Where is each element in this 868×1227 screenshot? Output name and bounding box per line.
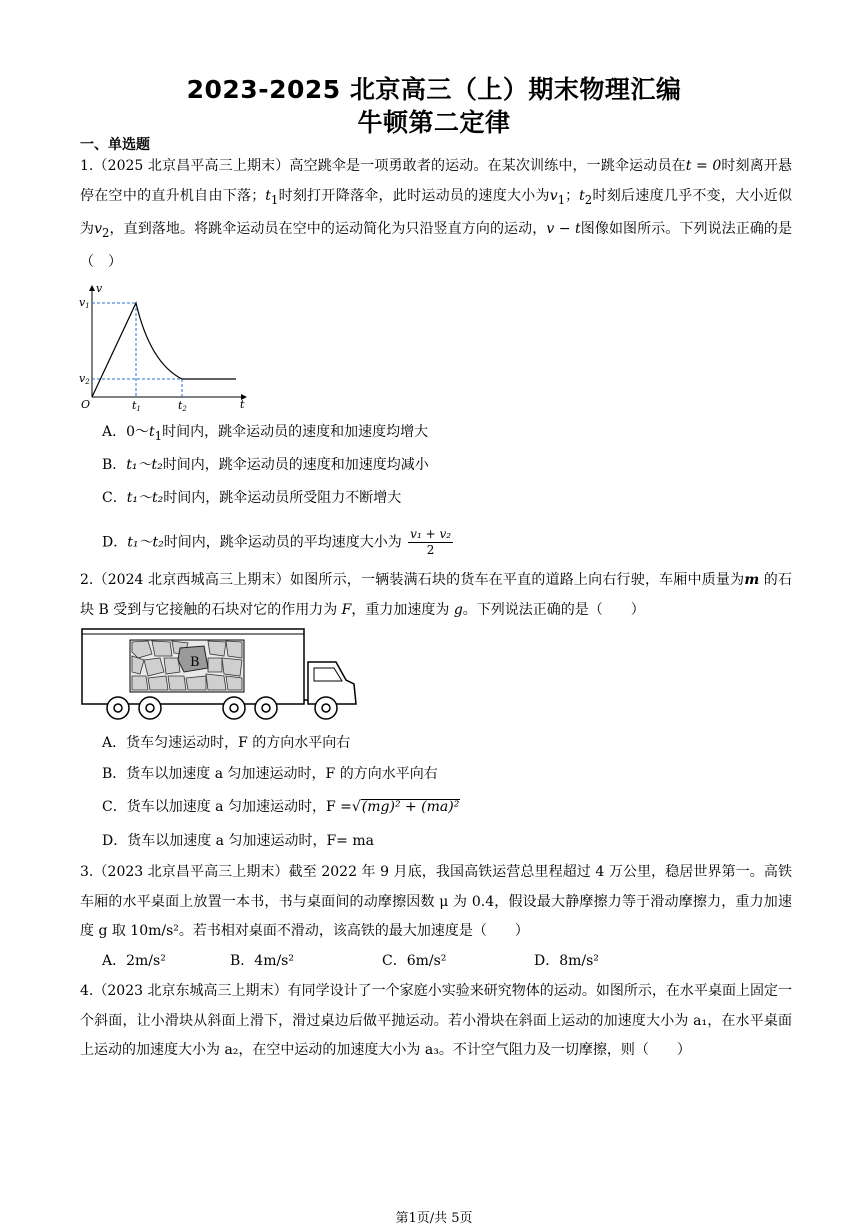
q2-option-a: A．货车匀速运动时，F 的方向水平向右: [102, 735, 351, 751]
origin-label: O: [81, 398, 91, 411]
q3-option-d: D．8m/s²: [534, 953, 599, 969]
q3-option-b: B．4m/s²: [230, 953, 294, 969]
question-1-text: 1.（2025 北京昌平高三上期末）高空跳伞是一项勇敢者的运动。在某次训练中，一跳伞运动员在t = 0时刻离开悬停在空中的直升机自由下落；$t_1$时刻打开降落伞，此时运动员的速度大小为$v_1$；$t_2$时刻后速度几乎不变，大小近似为$v_2$，直到落地。将跳伞运动员在空中的运动简化为只沿竖直方向的运动，v − t图像如图所示。下列说法正确的是（ ）: [80, 158, 793, 271]
q2-option-c: C．货车以加速度 a 匀加速运动时，F =√(mg)² + (ma)²: [102, 799, 460, 815]
v2-label: v2: [79, 372, 90, 386]
v1-label: v1: [79, 296, 90, 310]
question-3-text: 3.（2023 北京昌平高三上期末）截至 2022 年 9 月底，我国高铁运营总里程超过 4 万公里，稳居世界第一。高铁车厢的水平桌面上放置一本书，书与桌面间的动摩擦因数 μ 为 0.4，假设最大静摩擦力等于滑动摩擦力，重力加速度 g 取 10m/s²。若书相对桌面不滑动，该高铁的最大加速度是（ ）: [80, 864, 792, 939]
page-subtitle: 牛顿第二定律: [357, 108, 511, 137]
vt-curve: [92, 303, 236, 397]
page-title: 2023-2025 北京高三（上）期末物理汇编: [186, 75, 682, 104]
t1-label: t1: [132, 399, 141, 413]
mean-velocity-fraction: $\frac{\text{v₁ + v₂}}{2}$: [410, 527, 452, 557]
q3-option-c: C．6m/s²: [382, 953, 447, 969]
x-axis-label: t: [240, 398, 245, 411]
vt-graph: [78, 282, 253, 412]
y-axis-label: v: [96, 282, 103, 295]
truck-diagram: [80, 626, 360, 724]
q1-option-c: C．t₁～t₂时间内，跳伞运动员所受阻力不断增大: [102, 490, 402, 506]
q3-option-a: A．2m/s²: [102, 953, 166, 969]
stone-b-label: B: [190, 655, 200, 670]
q1-option-d: D．t₁～t₂时间内，跳伞运动员的平均速度大小为 $\frac{\text{v₁ + v₂}}{2}$: [102, 527, 452, 557]
q2-option-d: D．货车以加速度 a 匀加速运动时，F= ma: [102, 833, 374, 849]
q2-option-b: B．货车以加速度 a 匀加速运动时，F 的方向水平向右: [102, 766, 438, 782]
t2-label: t2: [178, 399, 187, 413]
q1-option-a: A．$0\sim t_1$时间内，跳伞运动员的速度和加速度均增大: [102, 424, 429, 443]
section-heading: 一、单选题: [80, 137, 150, 153]
page-footer: 第1页/共 5页: [395, 1211, 473, 1226]
q1-option-b: B．t₁～t₂时间内，跳伞运动员的速度和加速度均减小: [102, 457, 429, 473]
question-4-text: 4.（2023 北京东城高三上期末）有同学设计了一个家庭小实验来研究物体的运动。如图所示，在水平桌面上固定一个斜面，让小滑块从斜面上滑下，滑过桌边后做平抛运动。若小滑块在斜面上运动的加速度大小为 a₁，在水平桌面上运动的加速度大小为 a₂，在空中运动的加速度大小为 a₃。不计空气阻力及一切摩擦，则（ ）: [80, 983, 792, 1058]
question-2-text: 2.（2024 北京西城高三上期末）如图所示，一辆装满石块的货车在平直的道路上向右行驶，车厢中质量为m 的石块 B 受到与它接触的石块对它的作用力为 F，重力加速度为 g。下列说法正确的是（ ）: [80, 572, 793, 618]
